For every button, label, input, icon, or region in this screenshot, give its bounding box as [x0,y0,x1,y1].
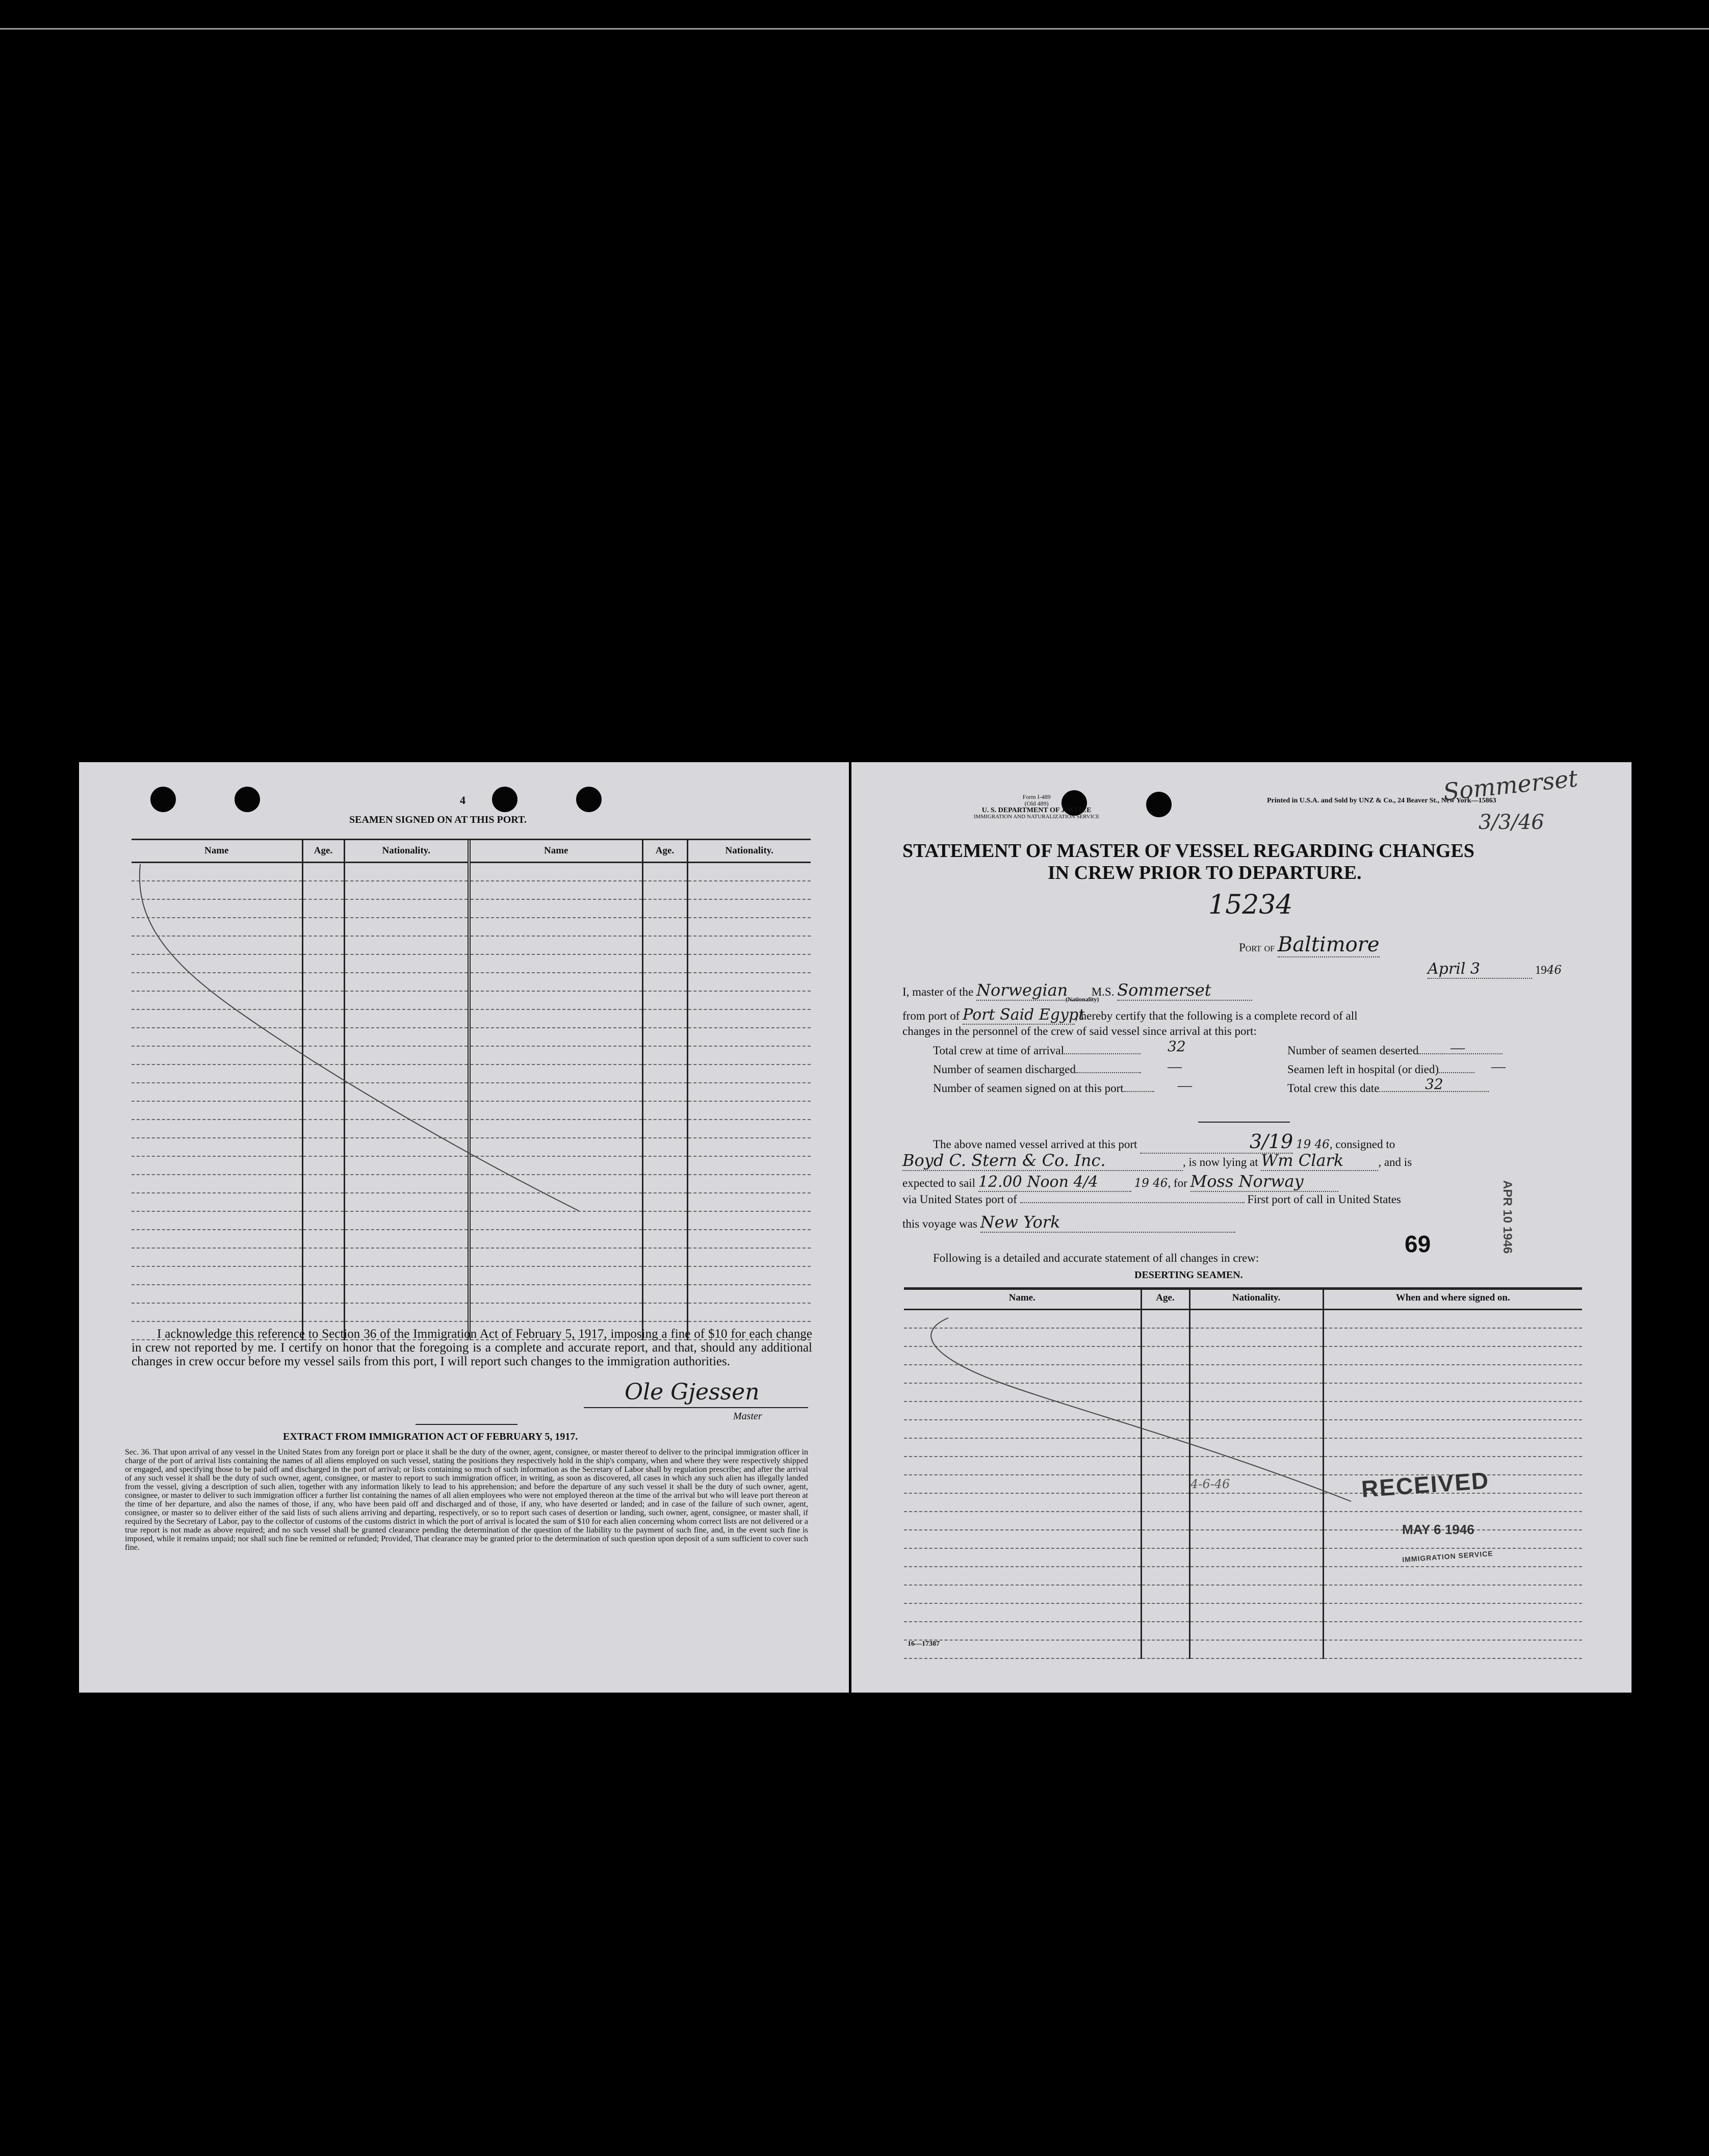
table-cell [1141,1567,1189,1585]
table-cell [1323,1420,1582,1438]
table-cell [642,1230,687,1248]
stat-total-date: Total crew this date 32 [1287,1082,1489,1095]
table-cell [687,1248,811,1266]
form-subtitle: IN CREW PRIOR TO DEPARTURE. [1048,862,1362,884]
table-cell [1189,1567,1323,1585]
table-cell [642,1156,687,1175]
punch-hole [576,787,602,812]
footer-code: 16—17387 [908,1640,940,1648]
table-cell [642,991,687,1009]
table-cell [302,1285,344,1303]
extract-text: Sec. 36. That upon arrival of any vessel in the United States from any foreign port or place it shall be the duty of the owner, agent, consignee, or master thereof to deliver to the principal immigration officer in charge of the port of arrival lists containing the names of all aliens employed on such vessel, stating the positions they respectively hold in the ship's company, when and where they were respectively shipped or engaged, and specifying those to be paid off and discharged in the port of arrival; or lists containing so much of such information as the Secretary of Labor shall by regulation prescribe; and after the arrival of any such vessel it shall be the duty of such owner, agent, consignee, or master to report to such immigration officer, in writing, as soon as discovered, all cases in which any such alien has illegally landed from the vessel, giving a description of such alien, together with any information likely to lead to his apprehension; and before the departure of any such vessel it shall be the duty of such owner, agent, consignee, or master to deliver to such immigration officer a further list containing the names of all alien employees who were not employed thereon at the time of the arrival but who will leave port thereon at the time of her departure, and also the names of those, if any, who have been paid off and discharged and of those, if any, who have deserted or landed; and in case of the failure of such owner, agent, consignee, or master so to deliver either of the said lists of such aliens arriving and departing, respectively, or so to report such cases of desertion or landing, such owner, agent, consignee, or master shall, if required by the Secretary of Labor, pay to the collector of customs of the customs district in which the port of arrival is located the sum of $10 for each alien concerning whom correct lists are not delivered or a true report is not made as above required; and no such vessel shall be granted clearance pending the determination of the question of the liability to the payment of such fine, and, in the event such fine is imposed, while it remains unpaid; nor shall such fine be remitted or refunded; Provided, That clearance may be granted prior to the determination of such question upon deposit of a sum sufficient to cover such fine. [125,1448,808,1552]
table-cell [1323,1438,1582,1457]
table-cell [344,1285,469,1303]
column-header-nationality: Nationality. [687,840,811,863]
table-cell [904,1622,1141,1640]
table-cell [687,1064,811,1083]
form-header: Form I-489 (Old 489) U. S. DEPARTMENT OF JUSTICE IMMIGRATION AND NATURALIZATION SERVICE [974,793,1100,820]
table-cell [904,1530,1141,1548]
table-cell [132,1303,302,1321]
table-cell [642,936,687,954]
scan-top-rule [0,28,1709,30]
received-stamp-date: MAY 6 1946 [1402,1522,1474,1537]
port-row: Port of Baltimore [1239,933,1380,956]
signature-line [584,1407,808,1408]
side-stamp: APR 10 1946 [1500,1180,1514,1254]
date-row: April 3 1946 [1428,960,1562,978]
table-cell [687,1285,811,1303]
cancel-stroke [902,1313,1361,1506]
table-row [132,1285,811,1303]
table-cell [687,863,811,881]
column-header-nationality: Nationality. [344,840,469,863]
table-cell [687,1120,811,1138]
printer-note: Printed in U.S.A. and Sold by UNZ & Co., 24 Beaver St., New York—15863 [1267,797,1496,804]
table-row [904,1640,1582,1658]
table-cell [302,1303,344,1321]
table-cell [687,918,811,936]
table-cell [687,1138,811,1156]
table-cell [344,1303,469,1321]
table-top-rule [904,1287,1582,1290]
separator [1198,1122,1290,1123]
table-cell [642,1028,687,1046]
table-cell [1141,1548,1189,1567]
table-cell [1323,1383,1582,1401]
punch-hole [150,787,176,812]
table-cell [469,1303,642,1321]
nationality-caption: (Nationality) [1066,996,1099,1003]
left-page [79,762,849,1693]
table-cell [1189,1512,1323,1530]
table-cell [642,1009,687,1028]
form-title: STATEMENT OF MASTER OF VESSEL REGARDING CHANGES [902,840,1474,862]
table-cell [642,1193,687,1211]
arrived-row: The above named vessel arrived at this port 3/19 19 46, consigned to [933,1130,1395,1153]
table-cell [904,1603,1141,1622]
table-cell [687,1230,811,1248]
table-row [904,1567,1582,1585]
following-text: Following is a detailed and accurate statement of all changes in crew: [933,1252,1259,1264]
table-cell [642,1266,687,1285]
table-cell [687,1193,811,1211]
table-cell [642,1303,687,1321]
table-cell [642,881,687,899]
table-row [904,1512,1582,1530]
table-cell [642,1138,687,1156]
table-cell [1141,1512,1189,1530]
table-cell [344,1248,469,1266]
table-row [132,1303,811,1321]
acknowledgement-text: I acknowledge this reference to Section 36 of the Immigration Act of February 5, 1917, imposing a fine of $10 for each change in crew not reported by me. I certify on honor that the foregoing is a complete and accurate report, and that, should any additional changes in crew occur before my vessel sails from this port, I will report such changes to the immigration authorities. [132,1327,812,1368]
file-number: 15234 [1208,890,1293,920]
stat-arrival: Total crew at time of arrival 32 [933,1038,1186,1057]
table-row [132,1266,811,1285]
punch-hole [492,787,517,812]
stat-deserted: Number of seamen deserted — [1287,1044,1503,1057]
table-cell [687,1175,811,1193]
column-header-age: Age. [642,840,687,863]
column-header-age: Age. [1141,1287,1189,1310]
table-cell [1323,1603,1582,1622]
table-cell [642,1064,687,1083]
deserting-title: DESERTING SEAMEN. [1134,1269,1243,1281]
table-cell [1141,1585,1189,1603]
page-count: 69 [1405,1231,1431,1257]
table-cell [1323,1310,1582,1329]
table-cell [1189,1548,1323,1567]
table-cell [687,1028,811,1046]
table-row [904,1603,1582,1622]
column-header-age: Age. [302,840,344,863]
table-cell [642,899,687,918]
from-port-row: from port of Port Said Egypt, hereby certify that the following is a complete record of all [902,1006,1358,1024]
table-cell [642,1083,687,1101]
table-cell [687,1303,811,1321]
right-page [851,762,1632,1693]
table-cell [1141,1530,1189,1548]
table-cell [1323,1622,1582,1640]
signature-caption: Master [733,1411,762,1422]
table-row [904,1622,1582,1640]
master-signature: Ole Gjessen [625,1379,760,1405]
table-cell [1189,1640,1323,1658]
table-cell [642,1101,687,1120]
table-cell [1323,1328,1582,1346]
table-cell [642,1211,687,1230]
corner-note: Sommerset [1441,764,1579,806]
punch-hole [1146,792,1172,817]
table-cell [1189,1585,1323,1603]
extract-title: EXTRACT FROM IMMIGRATION ACT OF FEBRUARY 5, 1917. [283,1431,578,1442]
table-cell [642,954,687,973]
expected-row: expected to sail 12.00 Noon 4/4 19 46, for Moss Norway [902,1172,1338,1192]
stat-hospital: Seamen left in hospital (or died) — [1287,1059,1506,1076]
received-stamp: RECEIVED [1360,1467,1490,1502]
cancel-stroke [130,854,589,1221]
table-row [132,1248,811,1266]
table-cell [1323,1401,1582,1420]
table-cell [1189,1603,1323,1622]
table-cell [687,973,811,991]
table-cell [904,1567,1141,1585]
table-cell [904,1585,1141,1603]
table-row [132,1230,811,1248]
table-cell [1141,1603,1189,1622]
punch-hole [235,787,260,812]
table-cell [687,1156,811,1175]
page-number: 4 [460,794,465,807]
voyage-row: this voyage was New York [902,1212,1235,1233]
table-cell [687,936,811,954]
table-cell [904,1548,1141,1567]
table-cell [302,1248,344,1266]
table-cell [132,1285,302,1303]
table-cell [642,918,687,936]
table-cell [687,954,811,973]
table-cell [687,1046,811,1064]
via-row: via United States port of First port of call in United States [902,1193,1401,1206]
table-cell [1323,1567,1582,1585]
stat-discharged: Number of seamen discharged — [933,1059,1182,1076]
table-cell [1323,1346,1582,1365]
table-cell [1189,1622,1323,1640]
master-row: I, master of the Norwegian M.S. Sommerset [902,980,1252,1001]
table-cell [1189,1530,1323,1548]
column-header-name: Name [132,840,302,863]
table-cell [1141,1622,1189,1640]
table-cell [687,1101,811,1120]
table-cell [132,1230,302,1248]
table-cell [132,1266,302,1285]
table-cell [642,973,687,991]
column-header-name: Name. [904,1287,1141,1310]
table-cell [687,881,811,899]
table-cell [904,1512,1141,1530]
column-header-name: Name [469,840,642,863]
table-cell [687,1009,811,1028]
table-row [904,1585,1582,1603]
table-cell [642,1285,687,1303]
table-cell [469,1285,642,1303]
table-cell [1323,1365,1582,1383]
table-cell [469,1248,642,1266]
table-cell [642,1248,687,1266]
table-cell [687,899,811,918]
table-cell [302,1230,344,1248]
section-title: SEAMEN SIGNED ON AT THIS PORT. [349,814,527,825]
table-cell [302,1266,344,1285]
table-cell [642,863,687,881]
stat-signed-on: Number of seamen signed on at this port — [933,1078,1192,1095]
table-cell [1323,1640,1582,1658]
table-cell [642,1175,687,1193]
corner-date: 3/3/46 [1479,811,1544,834]
table-cell [469,1230,642,1248]
column-header-signed-on: When and where signed on. [1323,1287,1582,1310]
table-cell [344,1230,469,1248]
margin-note: 4-6-46 [1190,1477,1230,1491]
table-row [904,1530,1582,1548]
table-cell [687,1266,811,1285]
table-cell [1141,1640,1189,1658]
table-cell [344,1266,469,1285]
table-cell [132,1248,302,1266]
changes-line: changes in the personnel of the crew of said vessel since arrival at this port: [902,1025,1257,1037]
received-stamp-office: IMMIGRATION SERVICE [1402,1549,1494,1564]
consignee-row: Boyd C. Stern & Co. Inc. , is now lying at Wm Clark , and is [902,1151,1412,1170]
table-cell [642,1120,687,1138]
table-cell [642,1046,687,1064]
table-cell [469,1266,642,1285]
column-header-nationality: Nationality. [1189,1287,1323,1310]
table-cell [687,991,811,1009]
table-cell [687,1211,811,1230]
table-cell [687,1083,811,1101]
table-top-rule [132,839,811,840]
separator [416,1424,517,1425]
table-cell [1323,1585,1582,1603]
